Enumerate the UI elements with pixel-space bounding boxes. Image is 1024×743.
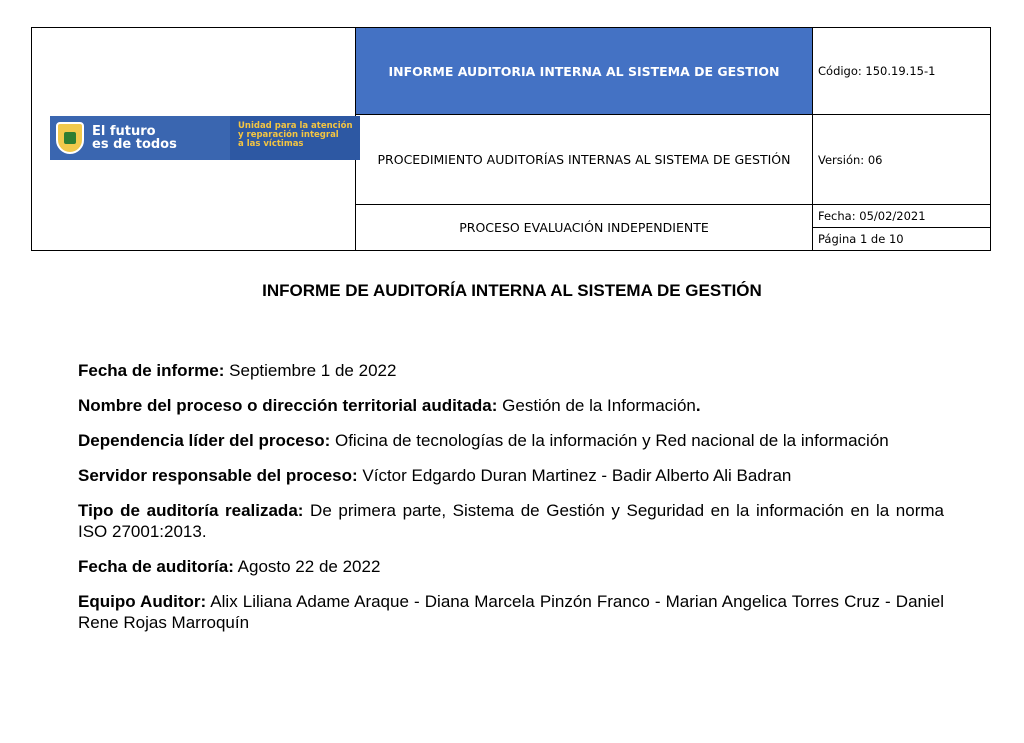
field-label: Servidor responsable del proceso:	[78, 466, 358, 485]
logo-tagline-line2: es de todos	[92, 137, 177, 152]
field-report-date	[78, 360, 944, 381]
institution-logo	[50, 112, 360, 164]
coat-of-arms-icon	[56, 122, 84, 154]
logo-unit-line3: a las víctimas	[238, 139, 304, 149]
field-value: Agosto 22 de 2022	[233, 557, 381, 576]
field-lead-dependency	[78, 430, 944, 451]
field-label: Fecha de informe:	[78, 361, 225, 380]
header-procedure: PROCEDIMIENTO AUDITORÍAS INTERNAS AL SISTEMA DE GESTIÓN	[356, 115, 813, 204]
field-label: Dependencia líder del proceso:	[78, 431, 331, 450]
field-suffix: .	[695, 396, 701, 415]
header-page: Página 1 de 10	[813, 227, 991, 250]
field-responsible-server	[78, 465, 944, 486]
logo-tagline-line1: El futuro	[92, 124, 156, 139]
logo-cell	[32, 28, 356, 251]
header-code: Código: 150.19.15-1	[813, 28, 991, 115]
field-value: Gestión de la Información	[497, 396, 696, 415]
logo-unit-line2: y reparación integral	[238, 130, 339, 140]
field-audit-type	[78, 500, 944, 542]
field-value: Alix Liliana Adame Araque - Diana Marcela Pinzón Franco - Marian Angelica Torres Cruz - Daniel Rene Rojas Marroquín	[78, 592, 944, 632]
report-fields	[78, 360, 944, 647]
document-header	[31, 27, 991, 251]
field-label: Nombre del proceso o dirección territorial auditada:	[78, 396, 498, 415]
field-label: Equipo Auditor:	[78, 592, 207, 611]
document-title: INFORME DE AUDITORÍA INTERNA AL SISTEMA DE GESTIÓN	[262, 281, 762, 300]
logo-tagline-block	[50, 116, 230, 160]
field-value: Oficina de tecnologías de la información y Red nacional de la información	[330, 431, 889, 450]
field-value: De primera parte, Sistema de Gestión y Seguridad en la información en la norma ISO 27001:2013.	[78, 501, 944, 541]
header-process: PROCESO EVALUACIÓN INDEPENDIENTE	[356, 204, 813, 250]
logo-unit-line1: Unidad para la atención	[238, 121, 353, 131]
logo-tagline	[92, 125, 177, 151]
field-process-name	[78, 395, 944, 416]
field-value: Víctor Edgardo Duran Martinez - Badir Alberto Ali Badran	[357, 466, 792, 485]
field-audit-team	[78, 591, 944, 633]
logo-unit-block	[230, 116, 360, 160]
field-label: Fecha de auditoría:	[78, 557, 234, 576]
field-label: Tipo de auditoría realizada:	[78, 501, 304, 520]
header-date: Fecha: 05/02/2021	[813, 204, 991, 227]
field-value: Septiembre 1 de 2022	[224, 361, 397, 380]
header-version: Versión: 06	[813, 115, 991, 204]
field-audit-date	[78, 556, 944, 577]
header-title: INFORME AUDITORIA INTERNA AL SISTEMA DE GESTION	[356, 28, 813, 115]
